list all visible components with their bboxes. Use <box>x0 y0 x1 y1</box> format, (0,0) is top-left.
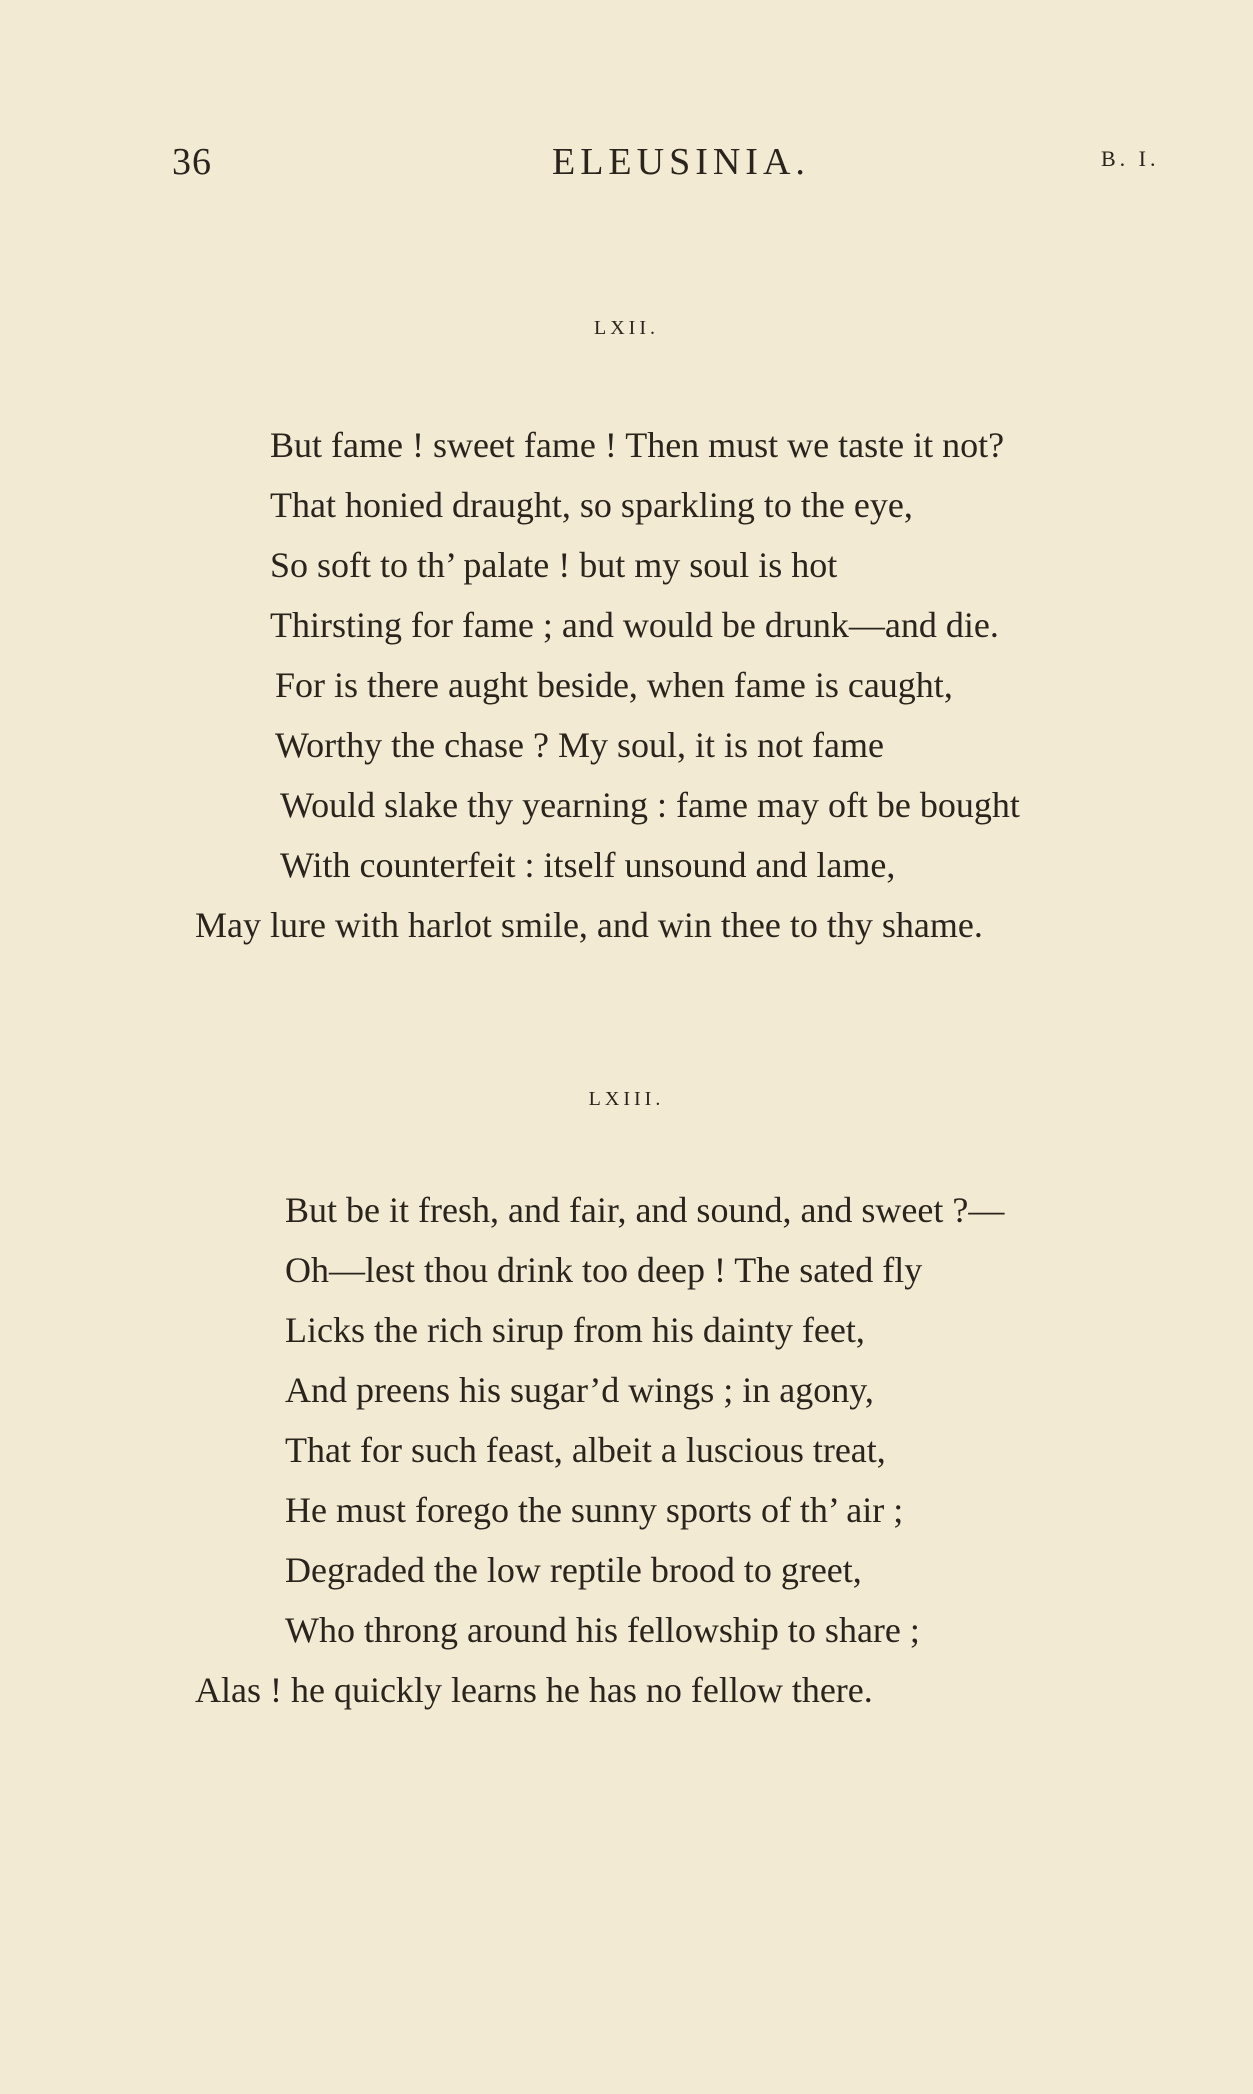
verse-line: For is there aught beside, when fame is caught, <box>275 665 953 705</box>
verse-line: Licks the rich sirup from his dainty feet, <box>285 1310 865 1350</box>
verse-line: Oh—lest thou drink too deep ! The sated fly <box>285 1250 923 1290</box>
book-marker: B. I. <box>1101 146 1160 171</box>
verse-line: Alas ! he quickly learns he has no fellow there. <box>195 1670 873 1710</box>
verse-line: May lure with harlot smile, and win thee to thy shame. <box>195 905 983 945</box>
verse-line: That honied draught, so sparkling to the eye, <box>270 485 913 525</box>
verse-line: So soft to th’ palate ! but my soul is hot <box>270 545 838 585</box>
verse-line: Who throng around his fellowship to share ; <box>285 1610 920 1650</box>
verse-line: Degraded the low reptile brood to greet, <box>285 1550 862 1590</box>
verse-line: Would slake thy yearning : fame may oft be bought <box>280 785 1020 825</box>
verse-line: But fame ! sweet fame ! Then must we taste it not? <box>270 425 1005 465</box>
verse-line: Worthy the chase ? My soul, it is not fame <box>275 725 884 765</box>
stanza-number: LXIII. <box>588 1088 665 1110</box>
running-header <box>0 140 1253 200</box>
verse-line: With counterfeit : itself unsound and lame, <box>280 845 896 885</box>
verse-line: And preens his sugar’d wings ; in agony, <box>285 1370 874 1410</box>
verse-line: That for such feast, albeit a luscious treat, <box>285 1430 886 1470</box>
verse-line: But be it fresh, and fair, and sound, and sweet ?— <box>285 1190 1005 1230</box>
verse-line: He must forego the sunny sports of th’ air ; <box>285 1490 904 1530</box>
stanza-number: LXII. <box>594 317 659 339</box>
page-number: 36 <box>172 141 212 183</box>
running-title: ELEUSINIA. <box>552 141 810 183</box>
verse-line: Thirsting for fame ; and would be drunk—and die. <box>270 605 999 645</box>
